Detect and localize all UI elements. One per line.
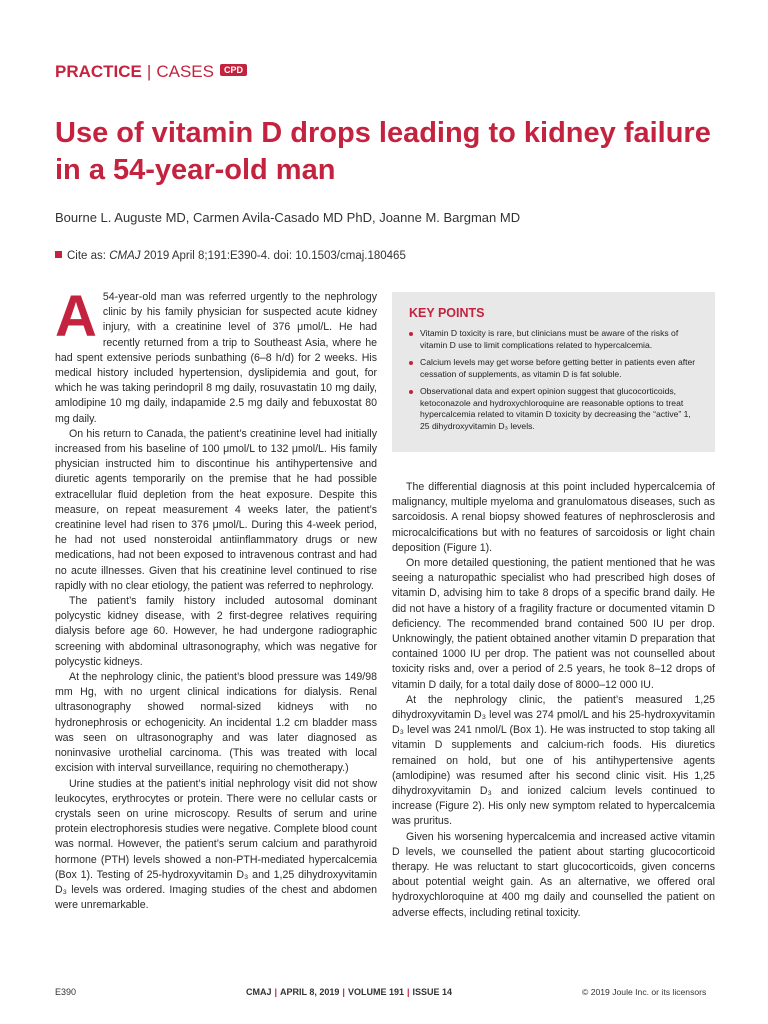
- paragraph: Urine studies at the patient’s initial nephrology visit did not show leukocytes, erythrocytes or protein. There were no cellular casts or crystals seen on urine microscopy. Results of serum and urine protein electrophoresis studies were negative. Complete blood count was normal. However, the patient’s serum calcium and parathyroid hormone (PTH) levels showed a non-PTH-mediated hypercalcemia (Box 1). Testing of 25-hydroxyvitamin D₃ and 1,25 dihydroxyvitamin D₃ levels was ordered. Imaging studies of the chest and abdomen were unremarkable.: [55, 777, 377, 912]
- key-point-item: Observational data and expert opinion suggest that glucocorticoids, ketoconazole and hydroxychloroquine are reasonable options to treat hypercalcemia related to vitamin D toxicity by decreasing the “active” 1, 25 dihydroxyvitamin D₃ levels.: [409, 386, 701, 432]
- cite-prefix: Cite as:: [67, 250, 110, 262]
- footer-separator: |: [342, 987, 345, 997]
- paragraph: Given his worsening hypercalcemia and increased active vitamin D levels, we counselled the patient about starting glucocorticoid therapy. He was reluctant to start glucocorticoids, given concerns about potential weight gain. As an alternative, we offered oral hydroxychloroquine at 400 mg daily and counselled the patient on adverse effects, including retinal toxicity.: [392, 830, 715, 919]
- section-label: PRACTICE: [55, 62, 142, 81]
- paragraph: At the nephrology clinic, the patient’s measured 1,25 dihydroxyvitamin D₃ level was 274 pmol/L and his 25-hydroxyvitamin D₃ level was 241 nmol/L (Box 1). He was instructed to stop taking all vitamin D supplements and calcium-rich foods. His diuretics remained on hold, but one of his antihypertensive agents (amlodipine) was resumed after his second clinic visit. His 1,25 dihydroxyvitamin D₃ and ionized calcium levels continued to increase (Figure 2). His only new symptom related to hypercalcemia was pruritus.: [392, 693, 715, 828]
- citation-line: [55, 250, 406, 262]
- footer-separator: |: [274, 987, 278, 997]
- cite-journal: CMAJ: [109, 250, 141, 262]
- footer-volume: VOLUME 191: [347, 987, 404, 997]
- header-separator: |: [146, 62, 152, 81]
- left-column: [55, 284, 377, 913]
- cite-details: 2019 April 8;191:E390-4. doi: 10.1503/cmaj.180465: [140, 250, 406, 262]
- key-points-list: [409, 328, 701, 432]
- section-header: [55, 62, 247, 82]
- paragraph: At the nephrology clinic, the patient’s blood pressure was 149/98 mm Hg, with no urgent clinical indications for dialysis. Renal ultrasonography showed normal-sized kidneys with no hydronephrosis or echogenicity. An incidental 1.2 cm bladder mass was seen on ultrasonography and was later diagnosed as noninvasive urothelial carcinoma. (This was treated with local excision with interval surveillance, requiring no chemotherapy.): [55, 671, 377, 775]
- author-list: Bourne L. Auguste MD, Carmen Avila-Casado MD PhD, Joanne M. Bargman MD: [55, 210, 521, 225]
- journal-footer: [246, 987, 452, 997]
- footer-separator: |: [406, 987, 410, 997]
- subsection-label: CASES: [156, 62, 214, 81]
- copyright-notice: © 2019 Joule Inc. or its licensors: [582, 987, 707, 997]
- key-points-heading: KEY POINTS: [409, 306, 485, 320]
- key-point-item: Vitamin D toxicity is rare, but clinicians must be aware of the risks of vitamin D use to limit complications related to hypercalcemia.: [409, 328, 701, 351]
- key-points-box: [392, 292, 715, 452]
- key-point-item: Calcium levels may get worse before getting better in patients even after cessation of supplements, as vitamin D is fat soluble.: [409, 357, 701, 380]
- footer-issue: ISSUE 14: [412, 987, 453, 997]
- paragraph: [55, 284, 377, 427]
- paragraph-text: 54-year-old man was referred urgently to the nephrology clinic by his family physician for suspected acute kidney injury, with a creatinine level of 376 μmol/L. He had recently returned from a trip to Southeast Asia, where he had spent extensive periods sunbathing (6–8 h/d) for 2 weeks. His medical history included hypertension, dyslipidemia and gout, for which he was taking perindopril 8 mg daily, rosuvastatin 10 mg daily, amlodipine 10 mg daily, indapamide 2.5 mg daily and febuxostat 80 mg daily.: [55, 291, 377, 425]
- article-title: Use of vitamin D drops leading to kidney failure in a 54-year-old man: [55, 117, 711, 186]
- paragraph: The patient’s family history included autosomal dominant polycystic kidney disease, with 2 first-degree relatives requiring dialysis before age 60. However, he had undergone radiographic screening with abdominal ultrasonography, which was negative for polycystic kidneys.: [55, 595, 377, 668]
- footer-date: APRIL 8, 2019: [280, 987, 340, 997]
- cpd-badge: CPD: [220, 64, 247, 76]
- paragraph: On his return to Canada, the patient’s creatinine level had initially increased from his baseline of 100 μmol/L to 132 μmol/L. His family physician instructed him to discontinue his antihypertensive and diuretic agents temporarily on the premise that he had possible extracellular fluid depletion from the heat exposure. Despite this measure, on repeat measurement 4 weeks later, the patient’s creatinine level had risen to 376 μmol/L. During this 4-week period, he had not used nonsteroidal antiinflammatory drugs or new medications, had not been exposed to intravenous contrast and had no acute illnesses. Given that his creatinine level continued to rise rapidly with no clear etiology, the patient was referred to nephrology.: [55, 427, 377, 592]
- right-column: [392, 480, 715, 921]
- paragraph: The differential diagnosis at this point included hypercalcemia of malignancy, multiple myeloma and granulomatous diseases, such as sarcoidosis. A renal biopsy showed features of nephrosclerosis and microcalcifications but with no features of sarcoidosis or light chain deposition (Figure 1).: [392, 481, 715, 554]
- drop-cap: A: [55, 284, 97, 349]
- page-number: E390: [55, 987, 77, 997]
- paragraph: On more detailed questioning, the patient mentioned that he was seeing a naturopathic specialist who had prescribed high doses of vitamin D, advising him to take 8 drops of a specific brand daily. He did not have a history of a fragility fracture or documented vitamin D deficiency. The recommended brand contained 500 IU per drop. Unknowingly, the patient obtained another vitamin D preparation that contained 1000 IU per drop. The patient was not counselled about toxicity risks and, over a period of 2.5 years, he took 8–12 drops of vitamin D daily, for a total daily dose of 8000–12 000 IU.: [392, 557, 715, 691]
- footer-journal: CMAJ: [246, 987, 272, 997]
- square-bullet-icon: [55, 251, 62, 258]
